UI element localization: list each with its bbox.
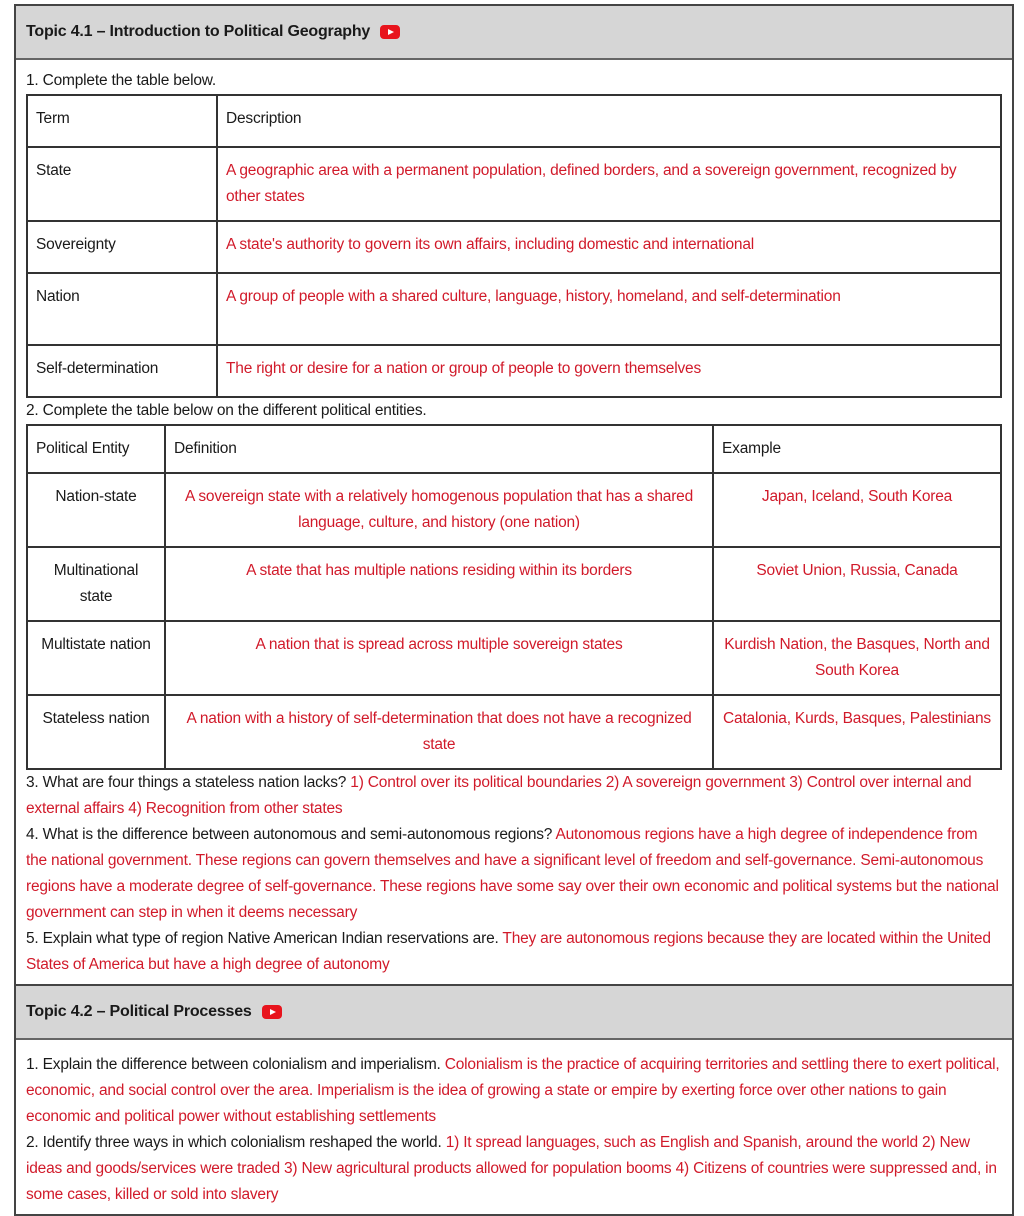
entity-cell: Multinational state xyxy=(27,547,165,621)
topic-4-1-body xyxy=(16,60,1012,984)
question-5-prompt: 5. Explain what type of region Native American Indian reservations are. xyxy=(26,930,499,947)
definition-cell: A nation with a history of self-determination that does not have a recognized state xyxy=(165,695,713,769)
definition-cell: A state that has multiple nations residing within its borders xyxy=(165,547,713,621)
table-row xyxy=(27,473,1001,547)
table-row xyxy=(27,147,1001,221)
example-cell: Soviet Union, Russia, Canada xyxy=(713,547,1001,621)
example-cell: Catalonia, Kurds, Basques, Palestinians xyxy=(713,695,1001,769)
table-row xyxy=(27,273,1001,345)
entity-cell: Stateless nation xyxy=(27,695,165,769)
table-row xyxy=(27,547,1001,621)
example-cell: Kurdish Nation, the Basques, North and South Korea xyxy=(713,621,1001,695)
entity-cell: Multistate nation xyxy=(27,621,165,695)
entity-cell: Nation-state xyxy=(27,473,165,547)
term-cell: Self-determination xyxy=(27,345,217,397)
table-header-cell: Definition xyxy=(165,425,713,473)
topic-4-1-title: Topic 4.1 – Introduction to Political Geography xyxy=(26,23,371,40)
term-cell: Sovereignty xyxy=(27,221,217,273)
table-header-cell: Description xyxy=(217,95,1001,147)
question-2-answer: 1) It spread languages, such as English and Spanish, around the world 2) New ideas and goods/services were traded 3) New agricultural products allowed for population booms 4) Citizens of countries were suppressed and, in some cases, killed or sold into slavery xyxy=(26,1134,997,1203)
question-4 xyxy=(26,822,1002,926)
description-cell: A group of people with a shared culture, language, history, homeland, and self-determination xyxy=(217,273,1001,345)
table-header-row xyxy=(27,425,1001,473)
question-3 xyxy=(26,770,1002,822)
description-cell: A state's authority to govern its own affairs, including domestic and international xyxy=(217,221,1001,273)
question-3-answer: 1) Control over its political boundaries 2) A sovereign government 3) Control over internal and external affairs 4) Recognition from other states xyxy=(26,774,972,817)
description-cell: A geographic area with a permanent population, defined borders, and a sovereign government, recognized by other states xyxy=(217,147,1001,221)
term-cell: State xyxy=(27,147,217,221)
definition-cell: A nation that is spread across multiple sovereign states xyxy=(165,621,713,695)
question-1-prompt: 1. Complete the table below. xyxy=(26,72,216,89)
table-header-cell: Example xyxy=(713,425,1001,473)
political-entities-table xyxy=(26,424,1002,770)
question-2 xyxy=(26,1130,1002,1208)
question-1 xyxy=(26,1052,1002,1130)
table-header-cell: Term xyxy=(27,95,217,147)
topic-4-1-section xyxy=(14,4,1014,986)
topic-4-2-body xyxy=(16,1040,1012,1214)
table-row xyxy=(27,221,1001,273)
description-cell: The right or desire for a nation or group of people to govern themselves xyxy=(217,345,1001,397)
topic-4-2-section xyxy=(14,986,1014,1216)
youtube-icon[interactable] xyxy=(262,1005,282,1019)
terms-table xyxy=(26,94,1002,398)
table-row xyxy=(27,695,1001,769)
worksheet-page xyxy=(14,4,1014,1216)
table-header-cell: Political Entity xyxy=(27,425,165,473)
question-2-prompt: 2. Complete the table below on the different political entities. xyxy=(26,402,427,419)
question-4-prompt: 4. What is the difference between autonomous and semi-autonomous regions? xyxy=(26,826,553,843)
question-1-answer: Colonialism is the practice of acquiring territories and settling there to exert political, economic, and social control over the area. Imperialism is the idea of growing a state or empire by exerting force over other nations to gain economic and political power without establishing settlements xyxy=(26,1056,1000,1125)
table-header-row xyxy=(27,95,1001,147)
topic-4-1-header xyxy=(16,6,1012,60)
example-cell: Japan, Iceland, South Korea xyxy=(713,473,1001,547)
question-3-prompt: 3. What are four things a stateless nation lacks? xyxy=(26,774,347,791)
table-row xyxy=(27,621,1001,695)
question-4-answer: Autonomous regions have a high degree of independence from the national government. These regions can govern themselves and have a significant level of freedom and self-governance. Semi-autonomous regions have a moderate degree of self-governance. These regions have some say over their own economic and political systems but the national government can step in when it deems necessary xyxy=(26,826,999,921)
question-1-prompt: 1. Explain the difference between colonialism and imperialism. xyxy=(26,1056,441,1073)
question-5 xyxy=(26,926,1002,978)
term-cell: Nation xyxy=(27,273,217,345)
definition-cell: A sovereign state with a relatively homogenous population that has a shared language, culture, and history (one nation) xyxy=(165,473,713,547)
question-2-prompt: 2. Identify three ways in which colonialism reshaped the world. xyxy=(26,1134,442,1151)
topic-4-2-header xyxy=(16,986,1012,1040)
topic-4-2-title: Topic 4.2 – Political Processes xyxy=(26,1003,252,1020)
table-row xyxy=(27,345,1001,397)
youtube-icon[interactable] xyxy=(380,25,400,39)
question-5-answer: They are autonomous regions because they are located within the United States of America but have a high degree of autonomy xyxy=(26,930,991,973)
